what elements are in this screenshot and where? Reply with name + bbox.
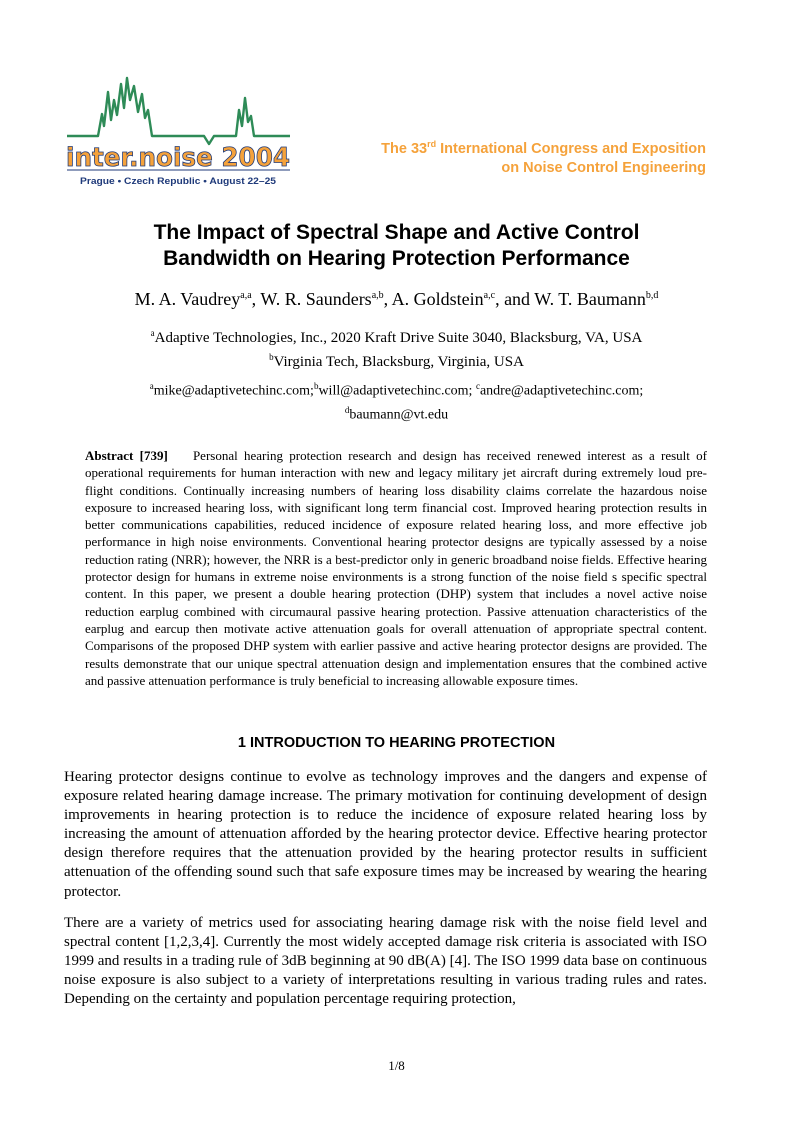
- abstract: [85, 447, 707, 689]
- email-link[interactable]: andre@adaptivetechinc.com;: [479, 383, 644, 399]
- skyline-graphic: [67, 78, 290, 144]
- email-link[interactable]: mike@adaptivetechinc.com;: [153, 383, 314, 399]
- logo-subtitle: Prague • Czech Republic • August 22–25: [80, 176, 277, 187]
- page-number: 1/8: [388, 1058, 405, 1073]
- affiliations: [0, 324, 793, 372]
- author-list: [0, 285, 793, 310]
- paper-title: The Impact of Spectral Shape and Active Control Bandwidth on Hearing Protection Performance: [153, 221, 640, 270]
- affiliation: $^b$Virginia Tech, Blacksburg, Virginia, USA: [269, 352, 524, 370]
- abstract-text: Personal hearing protection research and design has received renewed interest as a result of operational requirements for human interaction with new and legacy military jet aircraft during extremely loud pre-flight conditions. Continually increasing numbers of hearing loss disability claims correlate the hazardous noise exposure to increased hearing loss, with significant long term financial cost. Improved hearing protection results in better communications capabilities, reduced incidence of exposure related hearing loss, and more effective job performance in high noise environments. Conventional hearing protector designs are typically assessed by a noise reduction rating (NRR); however, the NRR is a best-predictor only in generic broadband noise fields. Effective hearing protector design for humans in extreme noise environments is a strong function of the noise field s specific spectral content. In this paper, we present a double hearing protection (DHP) system that includes a novel active noise reduction earplug combined with circumaural passive hearing protection. Passive attenuation characteristics of the earplug and earcup then motivate active attenuation goals for overall attenuation of appropriate spectral content. Comparisons of the proposed DHP system with earlier passive and active hearing protector designs are provided. The results demonstrate that our unique spectral attenuation design and implementation ensures that the combined active and passive attenuation performance is truly beneficial to increasing allowable exposure times.: [85, 448, 708, 688]
- author: W. T. Baumann$^{b,d}$: [534, 289, 659, 309]
- author: A. Goldstein$^{a,c}$, and: [391, 289, 535, 309]
- logo-wordmark: inter.noise 2004: [66, 143, 290, 173]
- affiliation: $^a$Adaptive Technologies, Inc., 2020 Kraft Drive Suite 3040, Blacksburg, VA, USA: [150, 328, 643, 346]
- body-paragraph: There are a variety of metrics used for associating hearing damage risk with the noise field level and spectral content [1,2,3,4]. Currently the most widely accepted damage risk criteria is associated with ISO 1999 and results in a trading rule of 3dB beginning at 90 dB(A) [4]. The ISO 1999 data base on continuous noise exposure is also subject to a variety of interpretations resulting in various trading rules and rates. Depending on the certainty and population percentage requiring protection,: [64, 915, 707, 1008]
- email-addresses: $^a$mike@adaptivetechinc.com;$^b$will@adaptivetechinc.com; $^c$andre@adaptivetechinc.com; $^d$baumann@vt.edu: [149, 381, 644, 423]
- abstract-label: Abstract [739]: [85, 448, 168, 463]
- section-heading: 1 INTRODUCTION TO HEARING PROTECTION: [237, 735, 556, 751]
- congress-title: [381, 140, 706, 178]
- congress-line-2: on Noise Control Engineering: [501, 160, 706, 176]
- email-link[interactable]: will@adaptivetechinc.com;: [318, 383, 476, 399]
- email-link[interactable]: baumann@vt.edu: [349, 407, 449, 423]
- author: W. R. Saunders$^{a,b}$,: [260, 289, 392, 309]
- conference-logo: [64, 70, 294, 192]
- body-paragraph: Hearing protector designs continue to evolve as technology improves and the dangers and expense of exposure related hearing damage increase. The primary motivation for continuing development of design improvements in hearing protection is to reduce the incidence of exposure related hearing loss by increasing the amount of attenuation afforded by the hearing protector device. Effective hearing protector design therefore requires that the attenuation provided by the hearing protector results in sufficient attenuation of the offending sound such that safe exposure times may be increased by wearing the hearing protector.: [64, 769, 707, 900]
- author: M. A. Vaudrey$^{a,a}$,: [134, 289, 261, 309]
- congress-line-1: The 33rd International Congress and Exposition: [381, 139, 706, 157]
